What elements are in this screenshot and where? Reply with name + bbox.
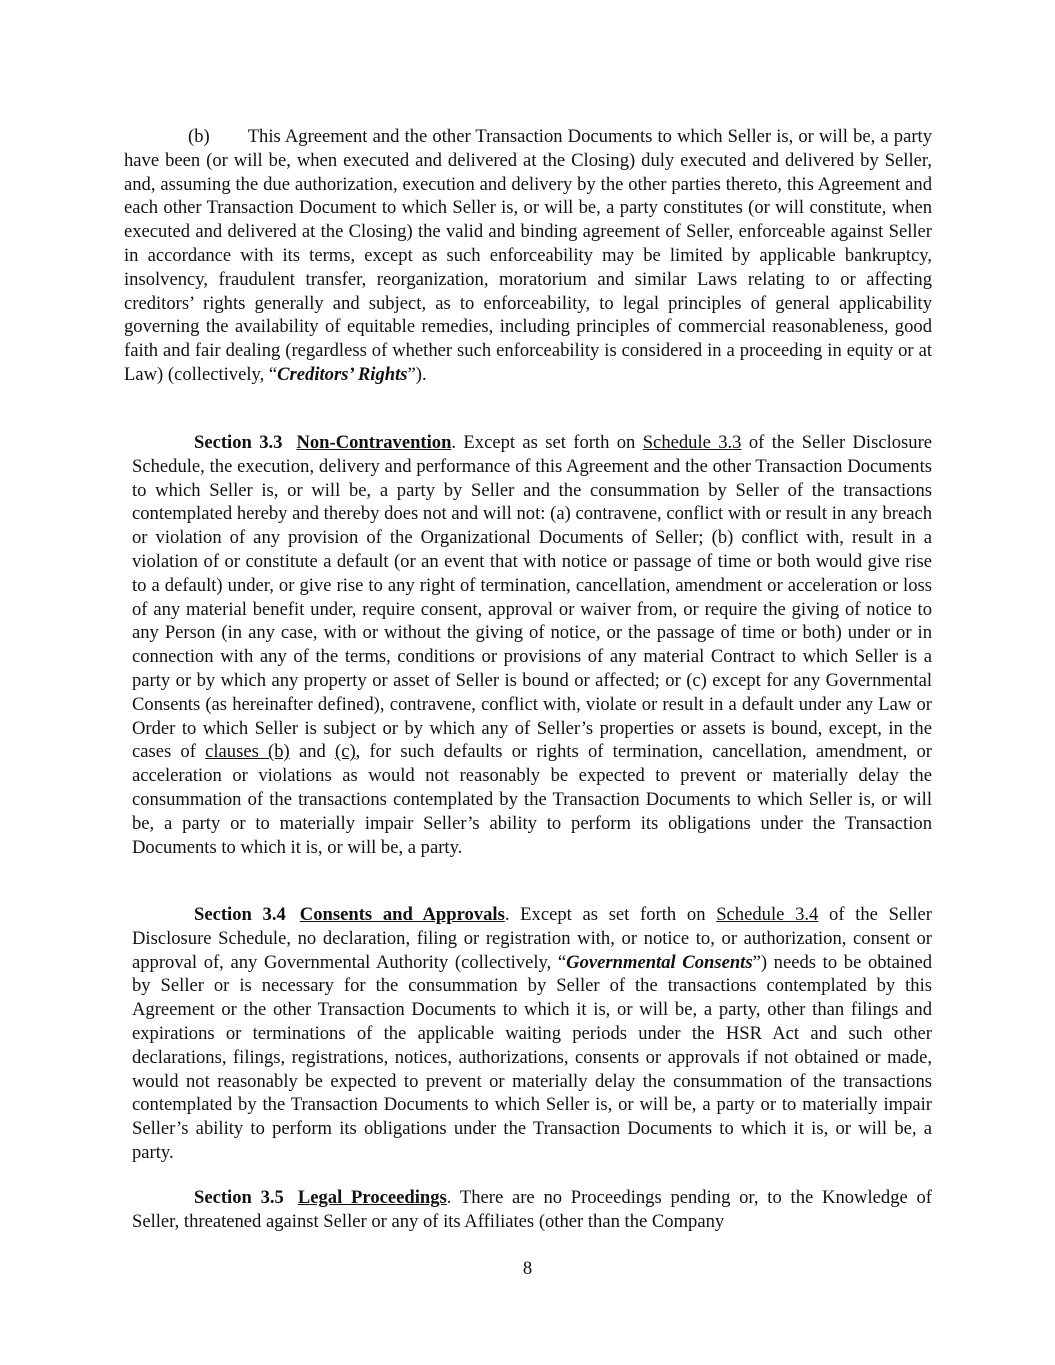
section-3-3-text: . Except as set forth on bbox=[451, 432, 643, 453]
paragraph-b-label: (b) bbox=[188, 126, 210, 147]
section-3-3 bbox=[132, 431, 932, 859]
defined-term-creditors-rights: Creditors’ Rights bbox=[277, 363, 408, 385]
section-3-3-text: of the Seller Disclosure Schedule, the execution, delivery and performance of this Agreement and the other Transaction Documents to which Seller is, or will be, a party by Seller and the consummation by Seller of the transactions contemplated hereby and thereby does not and will not: (a) contravene, conflict with or result in any breach or violation of any provision of the Organizational Documents of Seller; (b) conflict with, result in a violation of or constitute a default (or an event that with notice or passage of time or both would give rise to a default) under, or give rise to any right of termination, cancellation, amendment or acceleration or loss of any material benefit under, require consent, approval or waiver from, or require the giving of notice to any Person (in any case, with or without the giving of notice, or the passage of time or both) under or in connection with any of the terms, conditions or provisions of any material Contract to which Seller is a party or by which any property or asset of Seller is bound or affected; or (c) except for any Governmental Consents (as hereinafter defined), contravene, conflict with, violate or result in a default under any Law or Order to which Seller is subject or by which any of Seller’s properties or assets is bound, except, in the cases of bbox=[132, 432, 933, 763]
schedule-3-3-link[interactable]: Schedule 3.3 bbox=[642, 432, 742, 453]
paragraph-b bbox=[124, 125, 932, 387]
paragraph-b-text: This Agreement and the other Transaction Documents to which Seller is, or will be, a party have been (or will be, when executed and delivered at the Closing) duly executed and delivered by Seller, and, assuming the due authorization, execution and delivery by the other parties thereto, this Agreement and each other Transaction Document to which Seller is, or will be, a party constitutes (or will constitute, when executed and delivered at the Closing) the valid and binding agreement of Seller, enforceable against Seller in accordance with its terms, except as such enforceability may be limited by applicable bankruptcy, insolvency, fraudulent transfer, reorganization, moratorium and similar Laws relating to or affecting creditors’ rights generally and subject, as to enforceability, to legal principles of general applicability governing the availability of equitable remedies, including principles of commercial reasonableness, good faith and fair dealing (regardless of whether such enforceability is considered in a proceeding in equity or at Law) (collectively, “ bbox=[124, 126, 932, 385]
section-3-3-number: Section 3.3 bbox=[194, 432, 283, 453]
section-3-5-text: . There are no Proceedings pending or, to the Knowledge of Seller, threatened against Seller or any of its Affiliates (other than the Company bbox=[132, 1187, 933, 1232]
section-3-5 bbox=[132, 1186, 932, 1234]
section-3-3-text: and bbox=[289, 741, 335, 763]
section-3-4-number: Section 3.4 bbox=[194, 904, 286, 925]
section-3-4 bbox=[132, 903, 932, 1165]
page-number: 8 bbox=[522, 1258, 533, 1279]
section-3-3-text: , for such defaults or rights of termination, cancellation, amendment, or acceleration or violations as would not reasonably be expected to prevent or materially delay the consummation of the transactions contemplated by the Transaction Documents to which Seller is, or will be, a party or to materially impair Seller’s ability to perform its obligations under the Transaction Documents to which it is, or will be, a party. bbox=[132, 741, 932, 858]
defined-term-governmental-consents: Governmental Consents bbox=[566, 951, 753, 973]
clause-b-link[interactable]: clauses (b) bbox=[205, 741, 290, 763]
section-3-4-heading: Consents and Approvals bbox=[299, 904, 505, 925]
section-3-5-number: Section 3.5 bbox=[194, 1187, 284, 1208]
section-3-4-text: of the Seller Disclosure Schedule, no declaration, filing or registration with, or notice to, or authorization, consent or approval of, any Governmental Authority (collectively, “ bbox=[132, 904, 933, 973]
schedule-3-4-link[interactable]: Schedule 3.4 bbox=[716, 904, 819, 925]
clause-c-link[interactable]: (c) bbox=[335, 741, 356, 763]
section-3-4-text: . Except as set forth on bbox=[504, 904, 717, 925]
section-3-4-text: ”) needs to be obtained by Seller or is necessary for the consummation by Seller of the transactions contemplated by this Agreement or the other Transaction Documents to which it is, or will be, a party, other than filings and expirations or terminations of the applicable waiting periods under the HSR Act and such other declarations, filings, registrations, notices, authorizations, consents or approvals if not obtained or made, would not reasonably be expected to prevent or materially delay the consummation of the transactions contemplated by the Transaction Documents to which Seller is, or will be, a party or to materially impair Seller’s ability to perform its obligations under the Transaction Documents to which it is, or will be, a party. bbox=[132, 951, 932, 1163]
section-3-3-heading: Non-Contravention bbox=[296, 432, 452, 453]
paragraph-b-text-end: ”). bbox=[407, 363, 427, 385]
section-3-5-heading: Legal Proceedings bbox=[297, 1187, 447, 1208]
